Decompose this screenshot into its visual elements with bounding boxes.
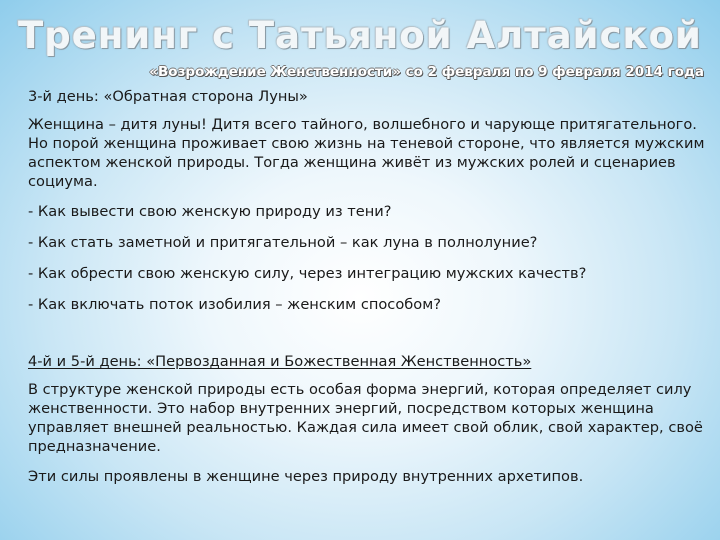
page-subtitle: «Возрождение Женственности» со 2 февраля по 9 февраля 2014 года [149,64,704,80]
day3-paragraph: Женщина – дитя луны! Дитя всего тайного, волшебного и чарующе притягательного. Но порой женщина проживает свою жизнь на теневой стороне, что является мужским аспектом женской природы. Тогда женщина живёт из мужских ролей и сценариев социума. [28,116,705,190]
day3-bullet-1: - Как вывести свою женскую природу из тени? [28,203,392,220]
day3-bullet-4: - Как включать поток изобилия – женским способом? [28,296,441,313]
day45-paragraph-2: Эти силы проявлены в женщине через природу внутренних архетипов. [28,468,584,485]
section-spacer [28,326,708,353]
day3-bullet-2: - Как стать заметной и притягательной – как луна в полнолуние? [28,234,538,251]
content-body [28,88,708,497]
day45-heading: 4-й и 5-й день: «Первозданная и Божественная Женственность» [28,353,532,370]
day3-heading: 3-й день: «Обратная сторона Луны» [28,88,308,105]
page-title: Тренинг с Татьяной Алтайской [18,14,702,57]
day3-bullet-3: - Как обрести свою женскую силу, через интеграцию мужских качеств? [28,265,587,282]
day45-paragraph-1: В структуре женской природы есть особая форма энергий, которая определяет силу женственности. Это набор внутренних энергий, посредством которых женщина управляет внешней реальностью. Каждая сила имеет свой облик, свой характер, своё предназначение. [28,381,703,455]
